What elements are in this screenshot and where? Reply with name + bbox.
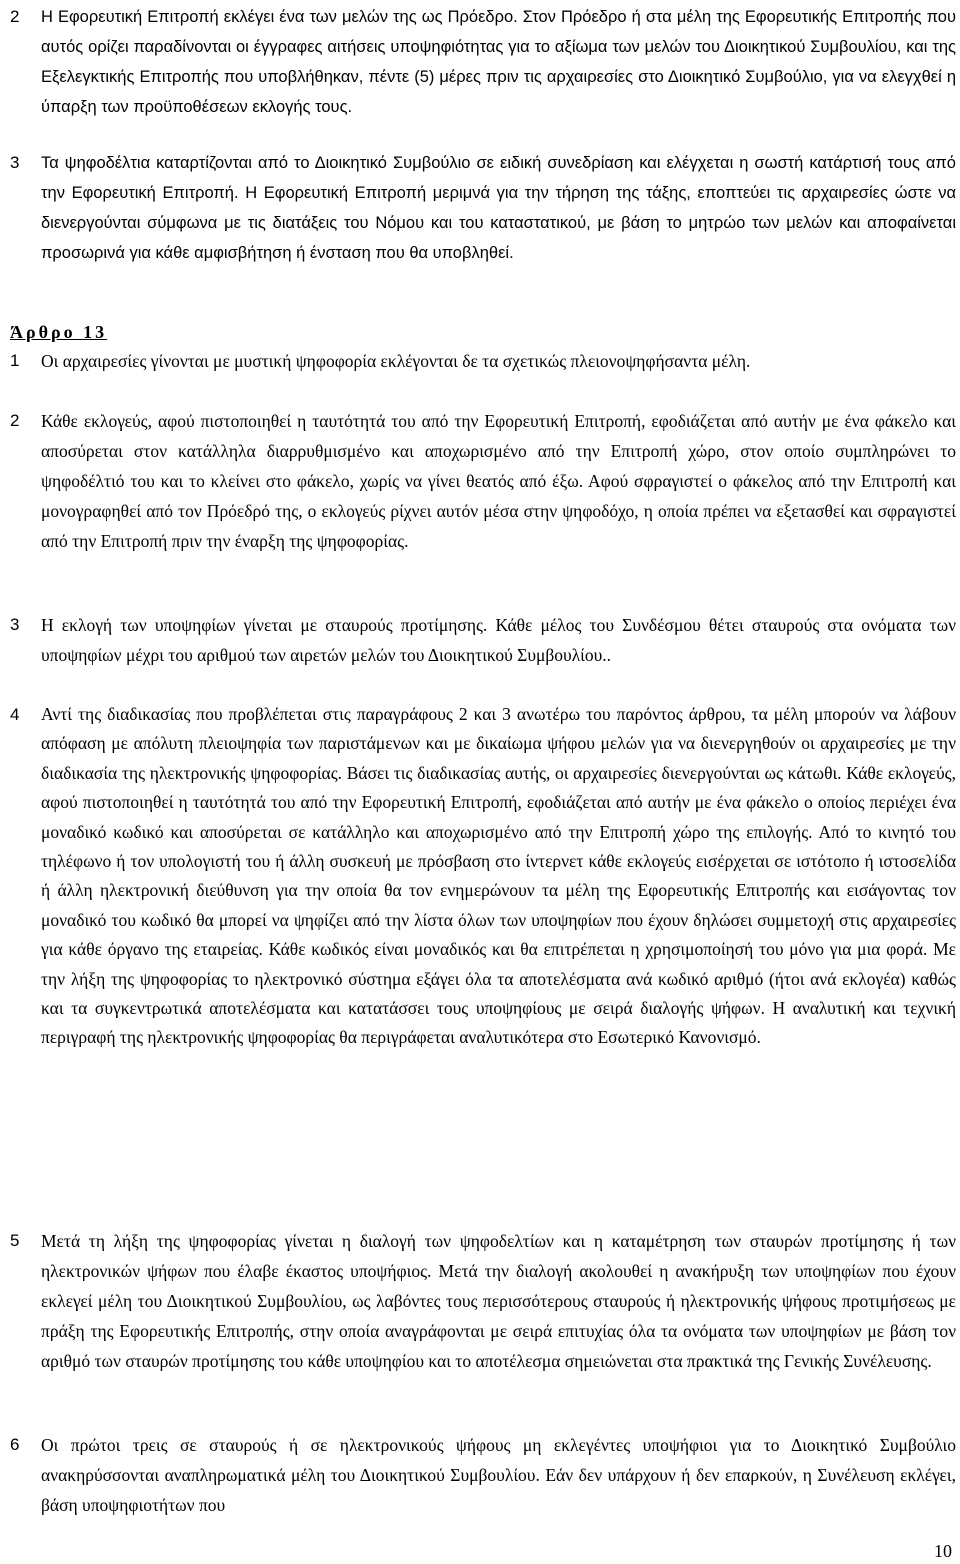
paragraph-text: Τα ψηφοδέλτια καταρτίζονται από το Διοικητικό Συμβούλιο σε ειδική συνεδρίαση και ελέγχεται η σωστή κατάρτισή τους από την Εφορευτική Επιτροπή. Η Εφορευτική Επιτροπή μεριμνά για την τήρηση της τάξης, εποπτεύει τις αρχαιρεσίες ώστε να διενεργούνται σύμφωνα με τις διατάξεις του Νόμου και του καταστατικού, με βάση το μητρώο των μελών και αποφαίνεται προσωρινά για κάθε αμφισβήτηση ή ένσταση που θα υποβληθεί. bbox=[41, 154, 956, 262]
article-paragraph-2 bbox=[10, 406, 956, 556]
article-paragraph-3 bbox=[10, 610, 956, 670]
paragraph-3 bbox=[10, 148, 956, 268]
page-number: 10 bbox=[934, 1541, 952, 1561]
article-paragraph-5 bbox=[10, 1226, 956, 1376]
paragraph-number: 1 bbox=[10, 351, 20, 370]
paragraph-text: Οι αρχαιρεσίες γίνονται με μυστική ψηφοφορία εκλέγονται δε τα σχετικώς πλειονοψηφήσαντα μέλη. bbox=[41, 351, 751, 371]
paragraph-number: 3 bbox=[10, 615, 20, 634]
article-paragraph-6 bbox=[10, 1430, 956, 1520]
paragraph-number: 4 bbox=[10, 705, 20, 724]
paragraph-number: 2 bbox=[10, 411, 20, 430]
article-paragraph-1 bbox=[10, 346, 956, 376]
paragraph-text: Αντί της διαδικασίας που προβλέπεται στις παραγράφους 2 και 3 ανωτέρω του παρόντος άρθρου, τα μέλη μπορούν να λάβουν απόφαση με απόλυτη πλειοψηφία των παριστάμενων και με δικαίωμα ψήφου μελών για να διενεργηθούν οι αρχαιρεσίες με την διαδικασία της ηλεκτρονικής ψηφοφορίας. Βάσει τις διαδικασίας αυτής, οι αρχαιρεσίες διενεργούνται ως κάτωθι. Κάθε εκλογεύς, αφού πιστοποιηθεί η ταυτότητά του από την Εφορευτική Επιτροπή, εφοδιάζεται από αυτήν με ένα φάκελο ο οποίος περιέχει ένα μοναδικό κωδικό και αποσύρεται σε κατάλληλο και αποχωρισμένο από την Επιτροπή χώρο της επιλογής. Από το κινητό του τηλέφωνο ή τον υπολογιστή του ή άλλη συσκευή με πρόσβαση στο ίντερνετ κάθε εκλογεύς εισέρχεται σε ιστότοπο ή ιστοσελίδα ή άλλη ηλεκτρονική διεύθυνση για την οποία θα τον ενημερώνουν τα μέλη της Εφορευτικής Επιτροπής και εισάγοντας τον μοναδικό του κωδικό θα μπορεί να ψηφίζει από την λίστα όλων των υποψηφίων που έχουν δηλώσει συμμετοχή στις αρχαιρεσίες για κάθε όργανο της εταιρείας. Κάθε κωδικός είναι μοναδικός και θα επιτρέπεται η χρησιμοποίησή του μόνο για μια φορά. Με την λήξη της ψηφοφορίας το ηλεκτρονικό σύστημα εξάγει όλα τα αποτελέσματα ανά κωδικό αριθμό (ήτοι ανά εκλογέα) καθώς και τα συγκεντρωτικά αποτελέσματα και κατατάσσει τους υποψηφίους με σειρά διαλογής ψήφων. Η αναλυτική και τεχνική περιγραφή της ηλεκτρονικής ψηφοφορίας θα περιγράφεται αναλυτικότερα στο Εσωτερικό Κανονισμό. bbox=[41, 704, 956, 1048]
paragraph-text: Μετά τη λήξη της ψηφοφορίας γίνεται η διαλογή των ψηφοδελτίων και η καταμέτρηση των σταυρών προτίμησης ή των ηλεκτρονικών ψήφων που έλαβε έκαστος υποψήφιος. Μετά την διαλογή ακολουθεί η ανακήρυξη των υποψηφίων που έχουν εκλεγεί μέλη του Διοικητικού Συμβουλίου, ως λαβόντες τους περισσότερους σταυρούς ή ηλεκτρονικής ψήφους προτιμήσεως με πράξη της Εφορευτικής Επιτροπής, στην οποία αναγράφονται με σειρά επιτυχίας όλα τα ονόματα των υποψηφίων με βάση τον αριθμό των σταυρών προτίμησης του κάθε υποψηφίου και το αποτέλεσμα σημειώνεται στα πρακτικά της Γενικής Συνέλευσης. bbox=[41, 1231, 956, 1371]
paragraph-2 bbox=[10, 2, 956, 122]
article-paragraph-4 bbox=[10, 700, 956, 1053]
paragraph-number: 6 bbox=[10, 1435, 20, 1454]
paragraph-text: Η Εφορευτική Επιτροπή εκλέγει ένα των μελών της ως Πρόεδρο. Στον Πρόεδρο ή στα μέλη της Εφορευτικής Επιτροπής που αυτός ορίζει παραδίνονται οι έγγραφες αιτήσεις υποψηφιότητας για το αξίωμα των μελών του Διοικητικού Συμβουλίου, και της Εξελεγκτικής Επιτροπής που υποβλήθηκαν, πέντε (5) μέρες πριν τις αρχαιρεσίες στο Διοικητικό Συμβούλιο, για να ελεγχθεί η ύπαρξη των προϋποθέσεων εκλογής τους. bbox=[41, 8, 956, 116]
paragraph-number: 2 bbox=[10, 7, 20, 26]
paragraph-text: Οι πρώτοι τρεις σε σταυρούς ή σε ηλεκτρονικούς ψήφους μη εκλεγέντες υποψήφιοι για το Διοικητικό Συμβούλιο ανακηρύσσονται αναπληρωματικά μέλη του Διοικητικού Συμβουλίου. Εάν δεν υπάρχουν ή δεν επαρκούν, η Συνέλευση εκλέγει, βάση υποψηφιοτήτων που bbox=[41, 1435, 956, 1515]
paragraph-text: Η εκλογή των υποψηφίων γίνεται με σταυρούς προτίμησης. Κάθε μέλος του Συνδέσμου θέτει σταυρούς στα ονόματα των υποψηφίων μέχρι του αριθμού των αιρετών μελών του Διοικητικού Συμβουλίου.. bbox=[41, 615, 956, 665]
article-heading: Άρθρο 13 bbox=[10, 322, 108, 342]
paragraph-text: Κάθε εκλογεύς, αφού πιστοποιηθεί η ταυτότητά του από την Εφορευτική Επιτροπή, εφοδιάζεται από αυτήν με ένα φάκελο και αποσύρεται στον κατάλληλα διαρρυθμισμένο και αποχωρισμένο από την Επιτροπή χώρο, στον οποίο συμπληρώνει το ψηφοδέλτιό του και το κλείνει στο φάκελο, χωρίς να γίνει θεατός από έξω. Αφού σφραγιστεί ο φάκελος από την Επιτροπή και μονογραφηθεί από τον Πρόεδρό της, ο εκλογεύς ρίχνει αυτόν μέσα στην ψηφοδόχο, η οποία πρέπει να εξετασθεί και σφραγιστεί από την Επιτροπή πριν την έναρξη της ψηφοφορίας. bbox=[41, 411, 956, 551]
paragraph-number: 5 bbox=[10, 1231, 20, 1250]
paragraph-number: 3 bbox=[10, 153, 20, 172]
